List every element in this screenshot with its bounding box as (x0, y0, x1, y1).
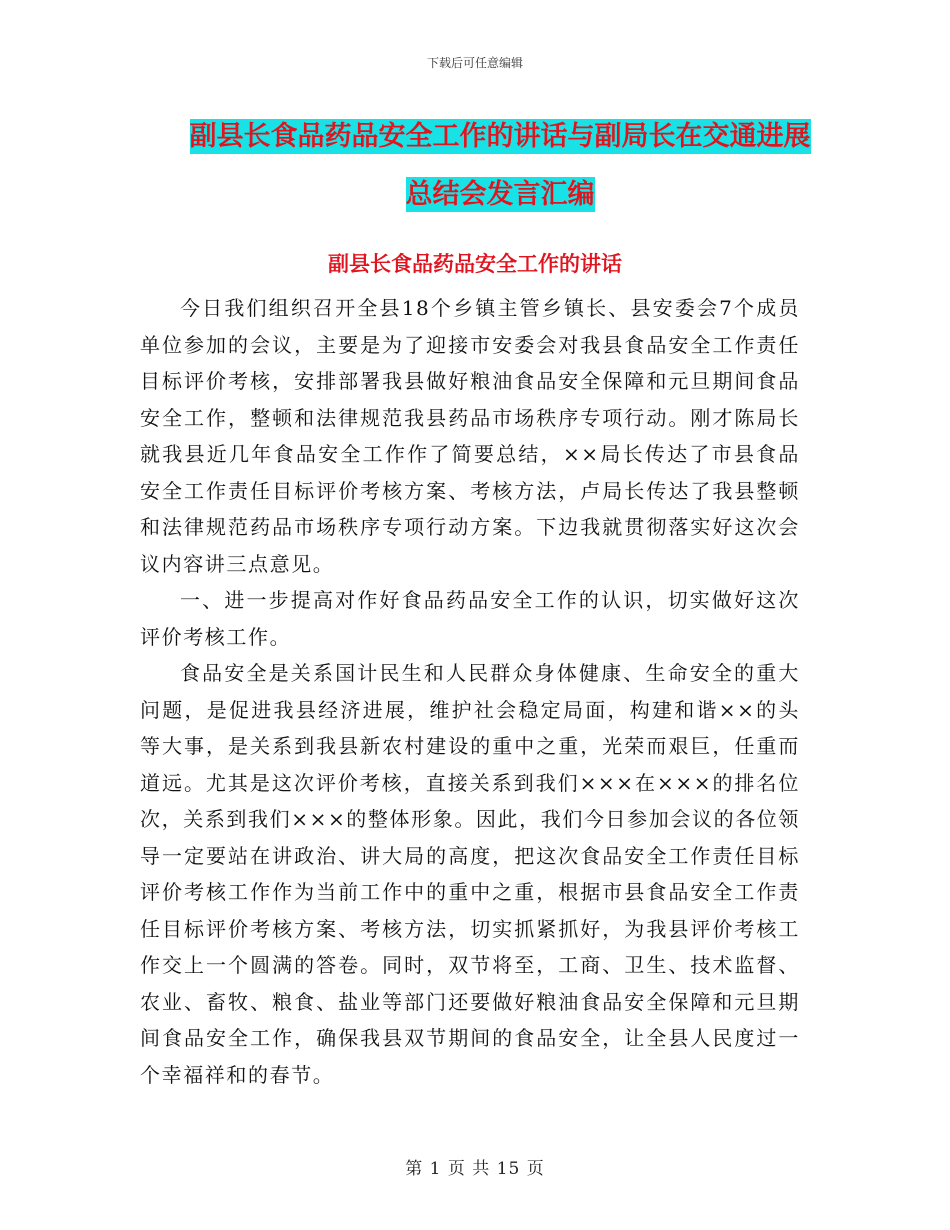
page-number-footer: 第 1 页 共 15 页 (405, 1159, 545, 1179)
document-title-line-1: 副县长食品药品安全工作的讲话与副局长在交通进展 (189, 121, 811, 152)
document-title-line-2: 总结会发言汇编 (405, 179, 595, 210)
document-body (140, 290, 800, 1093)
paragraph: 一、进一步提高对作好食品药品安全工作的认识，切实做好这次评价考核工作。 (140, 588, 800, 649)
paragraph: 今日我们组织召开全县18个乡镇主管乡镇长、县安委会7个成员单位参加的会议，主要是为了迎接市安委会对我县食品安全工作责任目标评价考核，安排部署我县做好粮油食品安全保障和元旦期间食品安全工作，整顿和法律规范我县药品市场秩序专项行动。刚才陈局长就我县近几年食品安全工作作了简要总结，××局长传达了市县食品安全工作责任目标评价考核方案、考核方法，卢局长传达了我县整顿和法律规范药品市场秩序专项行动方案。下边我就贯彻落实好这次会议内容讲三点意见。 (140, 296, 800, 576)
section-title: 副县长食品药品安全工作的讲话 (328, 252, 622, 276)
document-title (130, 108, 870, 224)
paragraph: 食品安全是关系国计民生和人民群众身体健康、生命安全的重大问题，是促进我县经济进展，维护社会稳定局面，构建和谐××的头等大事，是关系到我县新农村建设的重中之重，光荣而艰巨，任重而道远。尤其是这次评价考核，直接关系到我们×××在×××的排名位次，关系到我们×××的整体形象。因此，我们今日参加会议的各位领导一定要站在讲政治、讲大局的高度，把这次食品安全工作责任目标评价考核工作作为当前工作中的重中之重，根据市县食品安全工作责任目标评价考核方案、考核方法，切实抓紧抓好，为我县评价考核工作交上一个圆满的答卷。同时，双节将至，工商、卫生、技术监督、农业、畜牧、粮食、盐业等部门还要做好粮油食品安全保障和元旦期间食品安全工作，确保我县双节期间的食品安全，让全县人民度过一个幸福祥和的春节。 (140, 661, 800, 1087)
page-header-note: 下载后可任意编辑 (426, 56, 523, 70)
